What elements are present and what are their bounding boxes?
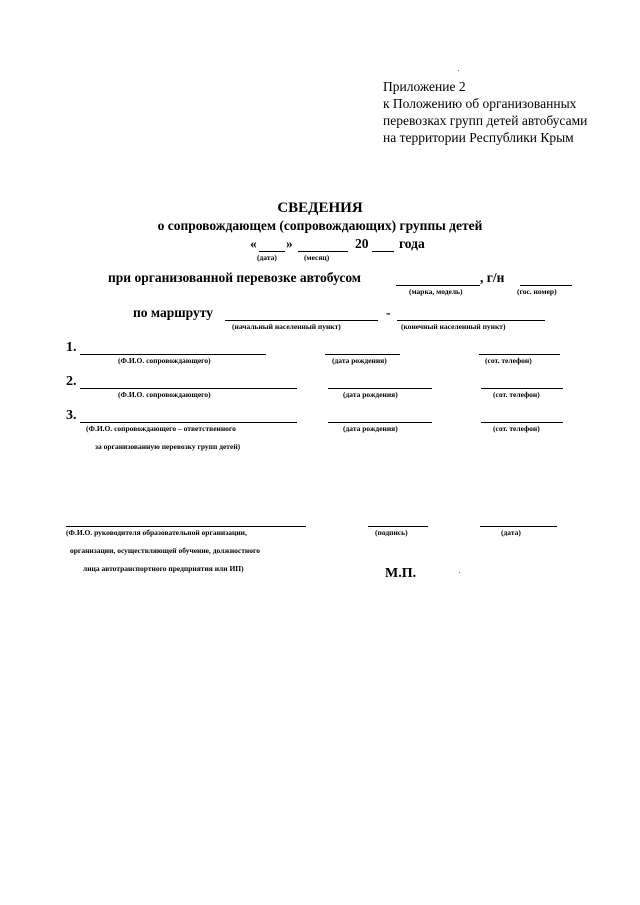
route-start-field[interactable] bbox=[225, 320, 378, 321]
route-end-field[interactable] bbox=[397, 320, 545, 321]
year-suffix: года bbox=[399, 236, 425, 251]
plate-label: , г/н bbox=[480, 270, 505, 285]
escort-phone-field[interactable] bbox=[481, 388, 563, 389]
appendix-line: к Положению об организованных bbox=[383, 96, 577, 111]
escort-birth-caption: (дата рождения) bbox=[343, 424, 398, 433]
escort-birth-field[interactable] bbox=[328, 388, 432, 389]
escort-birth-field[interactable] bbox=[328, 422, 432, 423]
escort-phone-caption: (сот. телефон) bbox=[493, 390, 540, 399]
route-end-caption: (конечный населенный пункт) bbox=[401, 322, 506, 331]
year-field[interactable] bbox=[372, 251, 394, 252]
escort-name-field[interactable] bbox=[80, 354, 266, 355]
escort-phone-caption: (сот. телефон) bbox=[485, 356, 532, 365]
quote-close: » bbox=[286, 236, 293, 251]
appendix-line: Приложение 2 bbox=[383, 79, 466, 94]
stamp-label: М.П. bbox=[385, 566, 417, 581]
escort-phone-field[interactable] bbox=[479, 354, 560, 355]
bus-plate-field[interactable] bbox=[520, 285, 572, 286]
document-subtitle: о сопровождающем (сопровождающих) группы детей bbox=[157, 218, 483, 233]
escort-phone-field[interactable] bbox=[481, 422, 563, 423]
route-start-caption: (начальный населенный пункт) bbox=[232, 322, 341, 331]
escort-number: 1. bbox=[66, 340, 77, 355]
escort-name-caption: (Ф.И.О. сопровождающего) bbox=[118, 390, 211, 399]
escort-name-field[interactable] bbox=[80, 388, 297, 389]
head-caption: лица автотранспортного предприятия или ИП) bbox=[83, 564, 244, 573]
head-caption: (Ф.И.О. руководителя образовательной организации, bbox=[66, 528, 247, 537]
signature-caption: (подпись) bbox=[375, 528, 408, 537]
appendix-note bbox=[383, 78, 587, 146]
plate-caption: (гос. номер) bbox=[517, 287, 557, 296]
escort-number: 3. bbox=[66, 408, 77, 423]
scan-speck bbox=[459, 572, 460, 573]
make-caption: (марка, модель) bbox=[409, 287, 463, 296]
head-caption: организации, осуществляющей обучение, должностного bbox=[70, 546, 260, 555]
document-title: СВЕДЕНИЯ bbox=[277, 200, 363, 216]
signature-field[interactable] bbox=[368, 526, 428, 527]
escort-birth-caption: (дата рождения) bbox=[343, 390, 398, 399]
escort-name-caption: (Ф.И.О. сопровождающего – ответственного bbox=[86, 424, 236, 433]
month-caption: (месяц) bbox=[304, 253, 330, 262]
sign-date-caption: (дата) bbox=[501, 528, 521, 537]
escort-phone-caption: (сот. телефон) bbox=[493, 424, 540, 433]
month-field[interactable] bbox=[298, 251, 348, 252]
scan-speck bbox=[458, 70, 459, 71]
route-dash: - bbox=[386, 305, 391, 320]
year-prefix: 20 bbox=[355, 236, 369, 251]
escort-name-field[interactable] bbox=[80, 422, 297, 423]
day-caption: (дата) bbox=[257, 253, 277, 262]
sign-date-field[interactable] bbox=[480, 526, 557, 527]
escort-birth-field[interactable] bbox=[325, 354, 400, 355]
appendix-line: перевозках групп детей автобусами bbox=[383, 113, 588, 128]
transport-label: при организованной перевозке автобусом bbox=[108, 270, 362, 285]
head-name-field[interactable] bbox=[66, 526, 306, 527]
day-field[interactable] bbox=[259, 251, 285, 252]
escort-name-caption: за организованную перевозку групп детей) bbox=[95, 442, 241, 451]
route-label: по маршруту bbox=[133, 305, 213, 320]
escort-name-caption: (Ф.И.О. сопровождающего) bbox=[118, 356, 211, 365]
bus-make-field[interactable] bbox=[396, 285, 480, 286]
escort-number: 2. bbox=[66, 374, 77, 389]
quote-open: « bbox=[250, 236, 257, 251]
escort-birth-caption: (дата рождения) bbox=[332, 356, 387, 365]
appendix-line: на территории Республики Крым bbox=[383, 130, 574, 145]
